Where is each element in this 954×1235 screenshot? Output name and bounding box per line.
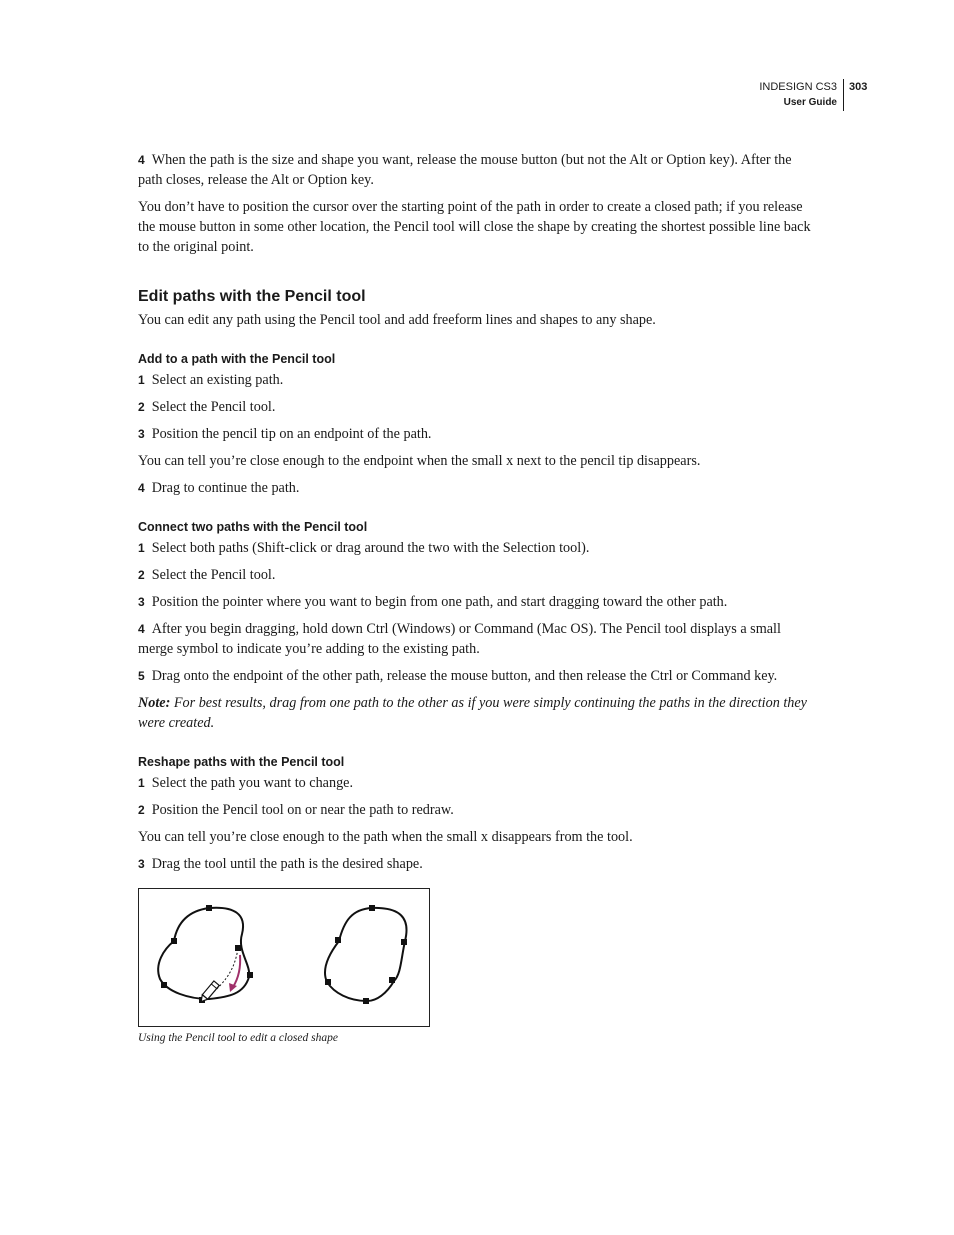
anchor-point xyxy=(369,905,375,911)
note-text: For best results, drag from one path to the other as if you were simply continuing the paths in the direction they were created. xyxy=(138,695,807,731)
anchor-point xyxy=(161,982,167,988)
drag-arrow-head xyxy=(229,983,237,992)
step-number: 2 xyxy=(138,803,145,817)
step-number: 1 xyxy=(138,541,145,555)
step-text: After you begin dragging, hold down Ctrl (Windows) or Command (Mac OS). The Pencil tool displays a small merge symbol to indicate you’re adding to the existing path. xyxy=(138,621,781,657)
note xyxy=(138,693,818,733)
pencil-icon xyxy=(198,981,219,1004)
step-text: Select the path you want to change. xyxy=(151,775,354,791)
step-number: 4 xyxy=(138,153,145,167)
page-content xyxy=(138,150,818,1046)
step xyxy=(138,538,818,558)
step-number: 3 xyxy=(138,595,145,609)
figure-caption: Using the Pencil tool to edit a closed shape xyxy=(138,1032,338,1044)
anchor-point xyxy=(235,945,241,951)
step-text: Select the Pencil tool. xyxy=(151,567,276,583)
step-text: Drag to continue the path. xyxy=(151,480,300,496)
step-number: 3 xyxy=(138,857,145,871)
anchor-point xyxy=(335,937,341,943)
subsection-heading-reshape: Reshape paths with the Pencil tool xyxy=(138,755,345,769)
step xyxy=(138,592,818,612)
anchor-point xyxy=(247,972,253,978)
step-text: When the path is the size and shape you want, release the mouse button (but not the Alt or Option key). After the path closes, release the Alt or Option key. xyxy=(138,152,792,188)
product-name: INDESIGN CS3 xyxy=(759,81,837,93)
anchor-point xyxy=(206,905,212,911)
step-text: Position the pencil tip on an endpoint of the path. xyxy=(151,426,432,442)
paragraph: You don’t have to position the cursor over the starting point of the path in order to create a closed path; if you release the mouse button in some other location, the Pencil tool will close the shape by creating the shortest possible line back to the original point. xyxy=(138,199,811,255)
step-text: Drag onto the endpoint of the other path, release the mouse button, and then release the Ctrl or Command key. xyxy=(151,668,778,684)
page-number: 303 xyxy=(843,79,875,111)
paragraph: You can tell you’re close enough to the path when the small x disappears from the tool. xyxy=(138,829,633,845)
anchor-point xyxy=(171,938,177,944)
step xyxy=(138,397,818,417)
step xyxy=(138,854,818,874)
figure-illustration xyxy=(139,889,429,1026)
step-number: 3 xyxy=(138,427,145,441)
step-number: 2 xyxy=(138,400,145,414)
anchor-point xyxy=(363,998,369,1004)
step-number: 1 xyxy=(138,373,145,387)
section-heading: Edit paths with the Pencil tool xyxy=(138,288,366,305)
step-text: Position the pointer where you want to begin from one path, and start dragging toward the other path. xyxy=(151,594,728,610)
section-intro: You can edit any path using the Pencil tool and add freeform lines and shapes to any shape. xyxy=(138,312,656,328)
pencil-edit-figure xyxy=(138,888,430,1027)
step xyxy=(138,370,818,390)
step-number: 1 xyxy=(138,776,145,790)
step-text: Position the Pencil tool on or near the path to redraw. xyxy=(151,802,454,818)
anchor-point xyxy=(325,979,331,985)
anchor-point xyxy=(389,977,395,983)
step xyxy=(138,800,818,820)
step-text: Select the Pencil tool. xyxy=(151,399,276,415)
step-text: Select an existing path. xyxy=(151,372,284,388)
step xyxy=(138,478,818,498)
step-number: 5 xyxy=(138,669,145,683)
step-text: Drag the tool until the path is the desired shape. xyxy=(151,856,423,872)
closed-path-after xyxy=(325,908,407,1001)
step-number: 4 xyxy=(138,481,145,495)
subsection-heading-add: Add to a path with the Pencil tool xyxy=(138,352,336,366)
running-header xyxy=(759,79,868,111)
step xyxy=(138,619,818,659)
step xyxy=(138,666,818,686)
drag-arrow xyxy=(233,955,240,987)
anchor-point xyxy=(401,939,407,945)
step xyxy=(138,424,818,444)
step xyxy=(138,150,818,190)
closed-path-before xyxy=(158,908,249,999)
step xyxy=(138,565,818,585)
step xyxy=(138,773,818,793)
step-number: 4 xyxy=(138,622,145,636)
paragraph: You can tell you’re close enough to the endpoint when the small x next to the pencil tip disappears. xyxy=(138,453,701,469)
subsection-heading-connect: Connect two paths with the Pencil tool xyxy=(138,520,368,534)
step-number: 2 xyxy=(138,568,145,582)
step-text: Select both paths (Shift-click or drag around the two with the Selection tool). xyxy=(151,540,590,556)
note-label: Note: xyxy=(138,695,171,711)
guide-name: User Guide xyxy=(783,97,837,108)
